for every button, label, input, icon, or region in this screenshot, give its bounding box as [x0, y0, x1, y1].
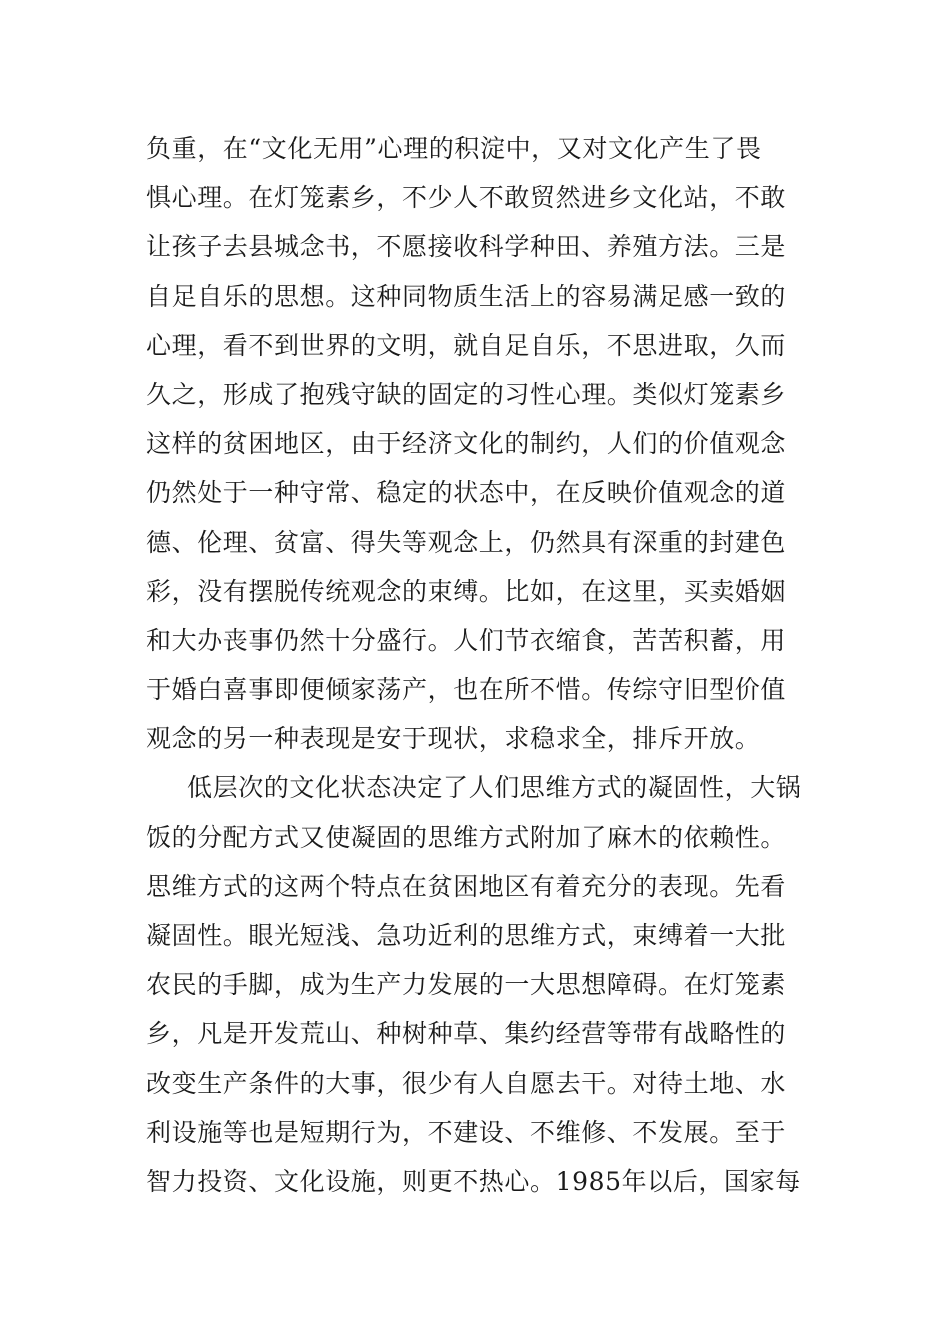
text-line: 惧心理。在灯笼素乡，不少人不敢贸然进乡文化站，不敢 [146, 183, 787, 213]
text-line: 德、伦理、贫富、得失等观念上，仍然具有深重的封建色 [146, 527, 787, 557]
text-line: 这样的贫困地区，由于经济文化的制约，人们的价值观念 [146, 429, 787, 459]
text-line: 凝固性。眼光短浅、急功近利的思维方式，束缚着一大批 [146, 921, 787, 950]
text-line: 让孩子去县城念书，不愿接收科学种田、养殖方法。三是 [146, 232, 787, 262]
text-line: 利设施等也是短期行为，不建设、不维修、不发展。至于 [146, 1117, 787, 1147]
text-line: 负重，在“文化无用”心理的积淀中，又对文化产生了畏 [146, 134, 762, 163]
text-line: 饭的分配方式又使凝固的思维方式附加了麻木的依赖性。 [146, 822, 787, 852]
text-line: 彩，没有摆脱传统观念的束缚。比如，在这里，买卖婚姻 [146, 576, 787, 606]
text-line: 和大办丧事仍然十分盛行。人们节衣缩食，苦苦积蓄，用 [146, 625, 787, 655]
text-line: 观念的另一种表现是安于现状，求稳求全，排斥开放。 [146, 724, 761, 754]
text-line: 智力投资、文化设施，则更不热心。1985年以后，国家每 [146, 1166, 801, 1196]
text-line: 于婚白喜事即便倾家荡产，也在所不惜。传综守旧型价值 [146, 675, 787, 705]
paragraph-start-line: 低层次的文化状态决定了人们思维方式的凝固性，大锅 [187, 773, 802, 803]
text-line: 仍然处于一种守常、稳定的状态中，在反映价值观念的道 [146, 478, 787, 508]
body-text [146, 124, 816, 1206]
text-line: 自足自乐的思想。这种同物质生活上的容易满足感一致的 [146, 281, 787, 311]
text-line: 心理，看不到世界的文明，就自足自乐，不思进取，久而 [146, 330, 787, 360]
text-line: 久之，形成了抱残守缺的固定的习性心理。类似灯笼素乡 [146, 379, 787, 409]
text-line: 思维方式的这两个特点在贫困地区有着充分的表现。先看 [146, 871, 787, 901]
text-line: 改变生产条件的大事，很少有人自愿去干。对待土地、水 [146, 1068, 787, 1098]
text-line: 农民的手脚，成为生产力发展的一大思想障碍。在灯笼素 [146, 970, 787, 1000]
text-line: 乡，凡是开发荒山、种树种草、集约经营等带有战略性的 [146, 1019, 787, 1049]
